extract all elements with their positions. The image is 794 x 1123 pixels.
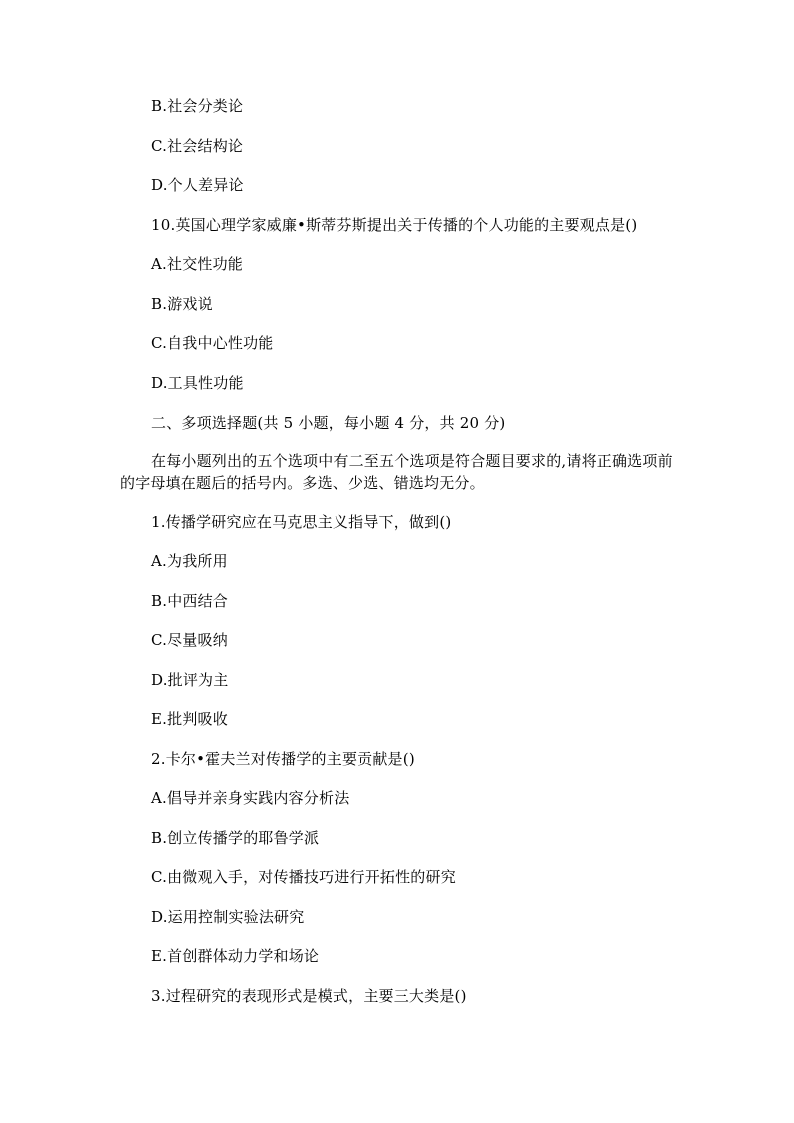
q9-option-b: B.社会分类论 (151, 97, 244, 115)
q10-option-d: D.工具性功能 (151, 374, 244, 392)
mq1-option-e: E.批判吸收 (151, 710, 228, 728)
section2-heading: 二、多项选择题(共 5 小题，每小题 4 分，共 20 分) (151, 414, 506, 432)
q10-option-c: C.自我中心性功能 (151, 334, 274, 352)
mq1-option-c: C.尽量吸纳 (151, 631, 228, 649)
mq2-stem: 2.卡尔•霍夫兰对传播学的主要贡献是() (151, 750, 415, 768)
mq2-option-b: B.创立传播学的耶鲁学派 (151, 829, 320, 847)
q9-option-c: C.社会结构论 (151, 137, 244, 155)
mq2-option-d: D.运用控制实验法研究 (151, 908, 305, 926)
mq2-option-c: C.由微观入手，对传播技巧进行开拓性的研究 (151, 868, 456, 886)
mq2-option-a: A.倡导并亲身实践内容分析法 (151, 789, 350, 807)
mq3-stem: 3.过程研究的表现形式是模式，主要三大类是() (151, 987, 467, 1005)
mq2-option-e: E.首创群体动力学和场论 (151, 947, 320, 965)
q9-option-d: D.个人差异论 (151, 176, 244, 194)
mq1-option-a: A.为我所用 (151, 552, 228, 570)
q10-option-a: A.社交性功能 (151, 255, 244, 273)
mq1-option-d: D.批评为主 (151, 671, 229, 689)
mq1-stem: 1.传播学研究应在马克思主义指导下，做到() (151, 513, 452, 531)
q10-stem: 10.英国心理学家威廉•斯蒂芬斯提出关于传播的个人功能的主要观点是() (151, 216, 638, 234)
section2-instructions: 在每小题列出的五个选项中有二至五个选项是符合题目要求的,请将正确选项前的字母填在题后的括号内。多选、少选、错选均无分。 (120, 452, 673, 492)
mq1-option-b: B.中西结合 (151, 592, 228, 610)
q10-option-b: B.游戏说 (151, 295, 213, 313)
